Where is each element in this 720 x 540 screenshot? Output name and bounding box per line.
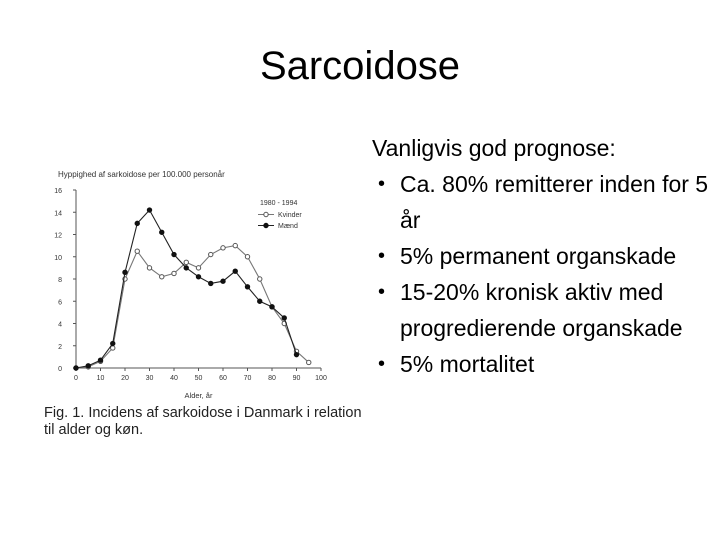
bullet-item (372, 166, 712, 238)
data-point-kvinder (245, 255, 249, 259)
slide-title: Sarcoidose (259, 44, 461, 88)
data-point-maend (74, 366, 78, 370)
x-tick-label: 0 (74, 375, 78, 382)
data-point-maend (209, 281, 213, 285)
y-tick-label: 4 (58, 321, 62, 329)
series-line-maend (76, 210, 297, 368)
data-point-maend (160, 230, 164, 234)
data-point-maend (196, 275, 200, 279)
y-tick-label: 14 (54, 210, 62, 218)
data-point-maend (111, 341, 115, 345)
data-point-kvinder (307, 360, 311, 364)
y-tick-label: 2 (58, 343, 62, 351)
chart-figure (38, 165, 338, 445)
bullet-item (372, 274, 712, 346)
bullet-text: 15-20% kronisk aktiv med progredierende organskade (400, 279, 683, 341)
data-point-maend (86, 364, 90, 368)
x-tick-label: 90 (292, 375, 301, 382)
incidence-chart (38, 165, 338, 405)
bullet-item (372, 238, 712, 274)
bullet-intro: Vanligvis god prognose: (372, 135, 616, 161)
data-point-maend (294, 352, 298, 356)
y-tick-label: 16 (54, 188, 62, 195)
data-point-maend (245, 285, 249, 289)
x-tick-label: 20 (121, 375, 129, 382)
data-point-maend (270, 305, 274, 309)
data-point-maend (147, 208, 151, 212)
data-point-maend (123, 270, 127, 274)
data-point-kvinder (147, 266, 151, 270)
data-point-maend (258, 299, 262, 303)
legend-title: 1980 - 1994 (260, 200, 298, 207)
legend-label: Mænd (278, 223, 298, 230)
y-tick-label: 8 (58, 277, 62, 284)
y-tick-label: 0 (58, 366, 62, 373)
x-tick-label: 10 (96, 375, 105, 382)
data-point-kvinder (172, 271, 176, 275)
data-point-maend (172, 252, 176, 256)
data-point-maend (184, 266, 188, 270)
bullet-dot-icon: • (378, 353, 386, 375)
legend-label: Kvinder (278, 212, 302, 219)
bullet-text: 5% permanent organskade (400, 243, 677, 269)
legend-marker (264, 223, 268, 227)
bullet-dot-icon: • (378, 173, 386, 195)
bullet-text: 5% mortalitet (400, 351, 535, 377)
data-point-kvinder (209, 252, 213, 256)
figure-caption: Fig. 1. Incidens af sarkoidose i Danmark i relation til alder og køn. (44, 405, 362, 438)
data-point-kvinder (135, 249, 139, 253)
bullet-list (372, 166, 712, 382)
bullet-text: Ca. 80% remitterer inden for 5 år (400, 171, 709, 233)
data-point-kvinder (184, 260, 188, 264)
x-axis-label: Alder, år (184, 391, 213, 400)
chart-title: Hyppighed af sarkoidose per 100.000 personår (58, 170, 225, 179)
data-point-maend (221, 279, 225, 283)
x-tick-label: 60 (219, 375, 227, 382)
data-point-maend (98, 358, 102, 362)
x-tick-label: 40 (170, 375, 178, 382)
x-tick-label: 70 (243, 375, 252, 382)
data-point-kvinder (258, 277, 262, 281)
data-point-maend (135, 221, 139, 225)
data-point-kvinder (221, 246, 225, 250)
x-tick-label: 100 (315, 375, 327, 382)
x-tick-label: 30 (145, 375, 154, 382)
y-tick-label: 12 (54, 232, 62, 240)
bullet-block (372, 130, 712, 382)
y-tick-label: 6 (58, 299, 62, 307)
data-point-kvinder (196, 266, 200, 270)
data-point-kvinder (233, 243, 237, 247)
bullet-dot-icon: • (378, 281, 386, 303)
x-tick-label: 50 (194, 375, 203, 382)
x-tick-label: 80 (268, 375, 276, 382)
legend-marker (264, 212, 268, 216)
y-tick-label: 10 (54, 254, 62, 262)
data-point-kvinder (160, 275, 164, 279)
bullet-item (372, 346, 712, 382)
data-point-maend (282, 316, 286, 320)
data-point-maend (233, 269, 237, 273)
bullet-dot-icon: • (378, 245, 386, 267)
